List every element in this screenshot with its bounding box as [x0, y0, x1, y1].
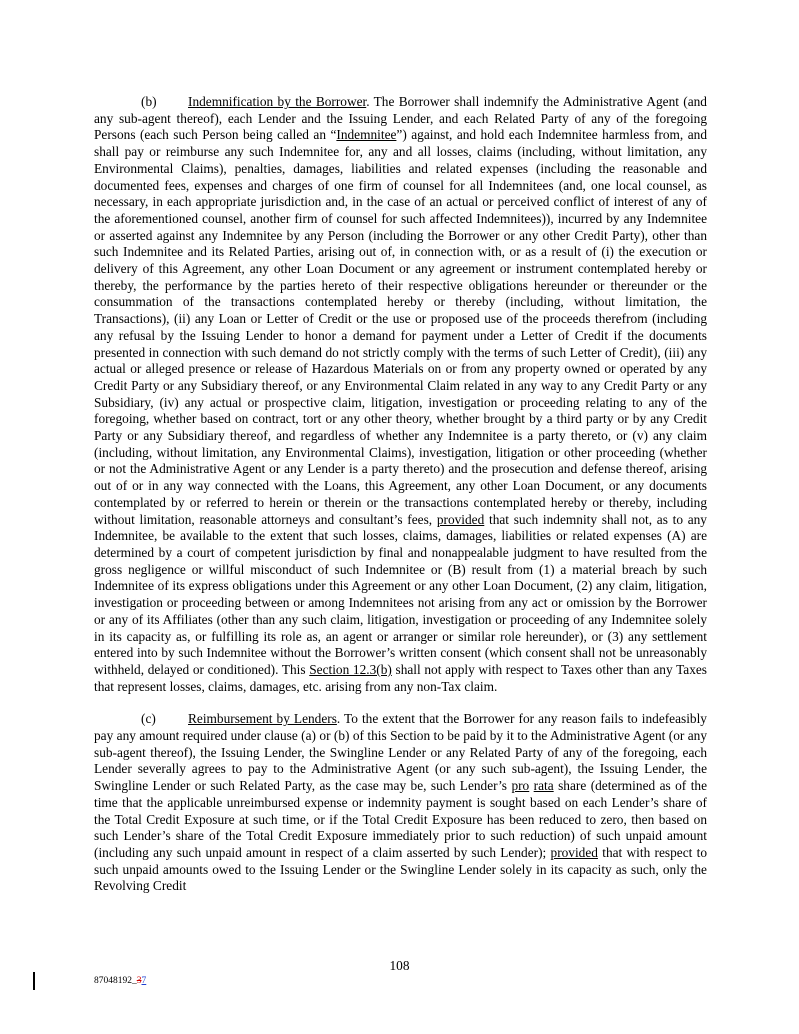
clause-heading: Reimbursement by Lenders [188, 711, 337, 727]
clause-text: . To the extent that the Borrower for any reason fails to indefeasibly pay any amount required under clause (a) or (b) of this Section to be paid by it to the Administrative Agent (or any sub-agent thereof), the Issuing Lender, the Swingline Lender or any Related Party of any of the foregoing, each Lender severally agrees to pay to the Administrative Agent (or any such sub-agent), the Issuing Lender, the Swingline Lender or such Related Party, as the case may be, such Lender’s [94, 711, 707, 794]
change-bar [33, 972, 35, 990]
defined-term: Indemnitee [336, 127, 397, 143]
pro-term: pro [511, 778, 530, 794]
paragraph-c [94, 711, 707, 895]
deleted-version: 3 [136, 976, 142, 986]
clause-text: . The Borrower shall indemnify the Administrative Agent (and any sub-agent thereof), each Lender and the Issuing Lender, and each Related Party of any of the foregoing Persons (each such Person being called an “ [94, 94, 707, 143]
clause-text: that such indemnity shall not, as to any Indemnitee, be available to the extent that such losses, claims, damages, liabilities or related expenses (A) are determined by a court of competent jurisdiction by final and nonappealable judgment to have resulted from the gross negligence or willful misconduct of such Indemnitee or (B) result from (1) a material breach by such Indemnitee of its express obligations under this Agreement or any other Loan Document, (2) any claim, litigation, investigation or proceeding between or among Indemnitees not arising from any act or omission by the Borrower or any of its Affiliates (other than any such claim, litigation, investigation or proceeding of any Indemnitee solely in its capacity as, or fulfilling its role as, an agent or arranger or similar role hereunder), or (3) any settlement entered into by such Indemnitee without the Borrower’s written consent (which consent shall not be unreasonably withheld, delayed or conditioned). This [94, 511, 707, 677]
clause-text: ”) against, and hold each Indemnitee harmless from, and shall pay or reimburse any such Indemnitee for, any and all losses, claims (including, without limitation, any Environmental Claims), penalties, damages, liabilities and related expenses (including the reasonable and documented fees, expenses and charges of one firm of counsel for all Indemnitees (and, one local counsel, as necessary, in each appropriate jurisdiction and, in the case of an actual or perceived conflict of interest of any of the aforementioned counsel, another firm of counsel for such affected Indemnitees)), incurred by any Indemnitee or asserted against any Indemnitee by any Person (including the Borrower or any other Credit Party), other than such Indemnitee and its Related Parties, arising out of, in connection with, or as a result of (i) the execution or delivery of this Agreement, any other Loan Document or any agreement or instrument contemplated hereby or thereby, the performance by the parties hereto of their respective obligations hereunder or thereunder or the consummation of the transactions contemplated hereby or thereby (including, without limitation, the Transactions), (ii) any Loan or Letter of Credit or the use or proposed use of the proceeds therefrom (including any refusal by the Issuing Lender to honor a demand for payment under a Letter of Credit if the documents presented in connection with such demand do not strictly comply with the terms of such Letter of Credit), (iii) any actual or alleged presence or release of Hazardous Materials on or from any property owned or operated by any Credit Party or any Subsidiary thereof, or any Environmental Claim related in any way to any Credit Party or any Subsidiary, (iv) any actual or prospective claim, litigation, investigation or proceeding relating to any of the foregoing, whether based on contract, tort or any other theory, whether brought by a third party or by any Credit Party or any Subsidiary thereof, and regardless of whether any Indemnitee is a party thereto, or (v) any claim (including, without limitation, any Environmental Claims), investigation, litigation or other proceeding (whether or not the Administrative Agent or any Lender is a party thereto) and the prosecution and defense thereof, arising out of or in any way connected with the Loans, this Agreement, any other Loan Document, or any documents contemplated by or referred to herein or therein or the transactions contemplated hereby or thereby, including without limitation, reasonable attorneys and consultant’s fees, [94, 127, 707, 527]
clause-label: (b) [141, 94, 157, 109]
section-reference: Section 12.3(b) [309, 661, 392, 677]
inserted-version: 7 [141, 976, 147, 986]
doc-id-number: 87048192_ [94, 976, 137, 986]
rata-term: rata [533, 778, 554, 794]
page-number: 108 [389, 958, 410, 973]
clause-text: that with respect to such unpaid amounts owed to the Issuing Lender or the Swingline Lender solely in its capacity as such, only the Revolving Credit [94, 844, 708, 894]
document-body [94, 94, 707, 895]
clause-label: (c) [141, 711, 156, 727]
provided-term: provided [436, 511, 485, 527]
document-id [94, 976, 146, 986]
clause-text: shall not apply with respect to Taxes other than any Taxes that represent losses, claims, damages, etc. arising from any non-Tax claim. [94, 661, 707, 694]
clause-text: share (determined as of the time that the applicable unreimbursed expense or indemnity payment is sought based on each Lender’s share of the Total Credit Exposure at such time, or if the Total Credit Exposure has been reduced to zero, then based on such Lender’s share of the Total Credit Exposure immediately prior to such reduction) of such unpaid amount (including any such unpaid amount in respect of a claim asserted by such Lender); [94, 778, 707, 860]
paragraph-b [94, 94, 707, 695]
provided-term: provided [550, 844, 598, 860]
clause-heading: Indemnification by the Borrower [188, 94, 367, 109]
